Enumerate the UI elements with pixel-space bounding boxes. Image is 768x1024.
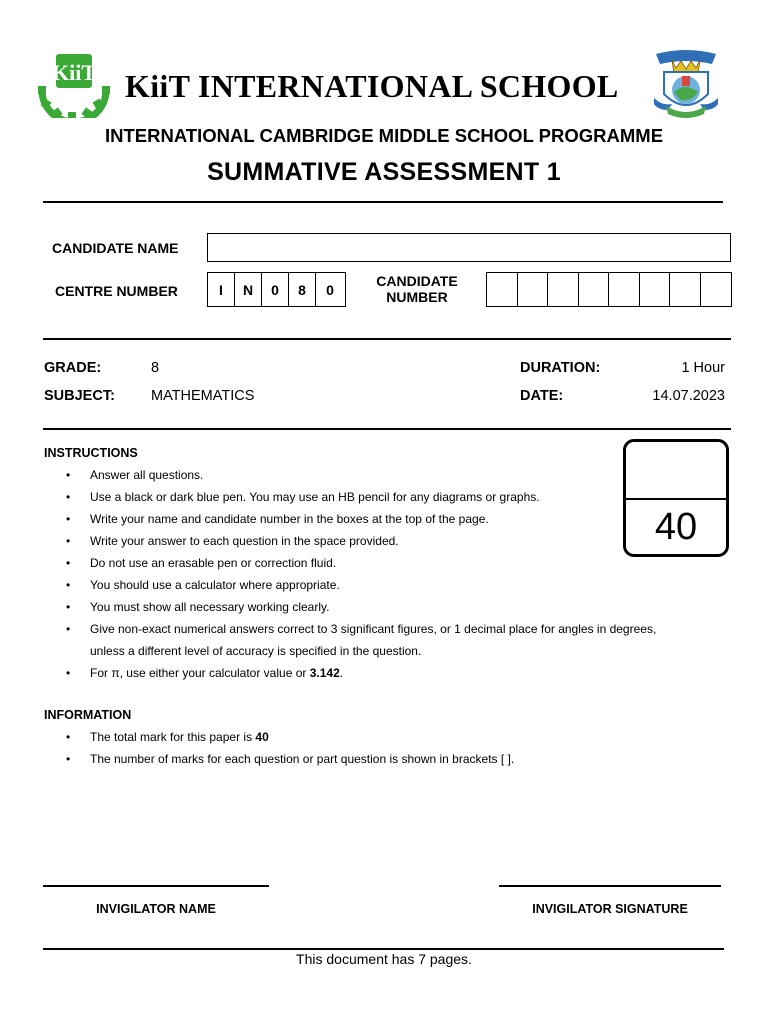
info-divider: [43, 428, 731, 430]
invigilator-signature-line[interactable]: [499, 885, 721, 887]
candidate-number-cell[interactable]: [670, 273, 701, 306]
centre-number-grid: [207, 272, 346, 307]
centre-number-cell: 0: [262, 273, 289, 306]
candidate-number-grid[interactable]: [486, 272, 732, 307]
grade-value: 8: [151, 360, 160, 376]
logo-text: KiiT: [51, 60, 97, 85]
score-divider: [626, 498, 726, 500]
list-item: • The number of marks for each question or part question is shown in brackets [ ].: [66, 752, 515, 766]
list-item: • You must show all necessary working clearly.: [66, 600, 330, 614]
candidate-number-label-line1: CANDIDATE: [376, 273, 458, 289]
centre-number-label: CENTRE NUMBER: [55, 283, 178, 299]
centre-number-cell: N: [235, 273, 262, 306]
duration-label: DURATION:: [520, 360, 601, 376]
date-label: DATE:: [520, 388, 564, 404]
score-box: [623, 439, 729, 557]
list-item: • Do not use an erasable pen or correction fluid.: [66, 556, 337, 570]
invigilator-signature-label: INVIGILATOR SIGNATURE: [532, 902, 688, 916]
candidate-divider: [43, 338, 731, 340]
score-total: 40: [654, 506, 698, 548]
page-count-note: This document has 7 pages.: [296, 951, 472, 967]
invigilator-name-label: INVIGILATOR NAME: [96, 902, 216, 916]
candidate-number-cell[interactable]: [518, 273, 549, 306]
school-crest-icon: [652, 48, 720, 118]
subject-value: MATHEMATICS: [151, 388, 255, 404]
candidate-number-label: [350, 273, 484, 305]
invigilator-name-line[interactable]: [43, 885, 269, 887]
information-heading: INFORMATION: [44, 708, 132, 722]
programme-title: INTERNATIONAL CAMBRIDGE MIDDLE SCHOOL PROGRAMME: [104, 125, 664, 146]
candidate-number-cell[interactable]: [579, 273, 610, 306]
header-divider: [43, 201, 723, 203]
duration-value: 1 Hour: [681, 360, 725, 376]
centre-number-cell: 0: [326, 281, 334, 298]
candidate-number-cell[interactable]: [548, 273, 579, 306]
information-list: [44, 726, 734, 770]
list-item: • For π, use either your calculator value or 3.142.: [66, 666, 344, 680]
subject-label: SUBJECT:: [44, 388, 115, 404]
list-item: • Write your name and candidate number in the boxes at the top of the page.: [66, 512, 489, 526]
school-name: KiiT INTERNATIONAL SCHOOL: [125, 68, 619, 104]
list-item: • Write your answer to each question in the space provided.: [66, 534, 399, 548]
list-item: • Give non-exact numerical answers correct to 3 significant figures, or 1 decimal place for angles in degrees, unless a different level of accuracy is specified in the question.: [66, 622, 657, 658]
candidate-number-cell[interactable]: [609, 273, 640, 306]
candidate-name-field[interactable]: [207, 233, 731, 262]
list-item: • Use a black or dark blue pen. You may use an HB pencil for any diagrams or graphs.: [66, 490, 540, 504]
candidate-number-cell[interactable]: [487, 273, 518, 306]
candidate-number-cell[interactable]: [701, 273, 732, 306]
centre-number-cell: I: [208, 273, 235, 306]
list-item: • The total mark for this paper is 40: [66, 730, 269, 744]
kiit-gear-logo-icon: [34, 50, 120, 118]
candidate-name-label: CANDIDATE NAME: [52, 240, 179, 256]
candidate-number-label-line2: NUMBER: [386, 289, 448, 305]
assessment-title: SUMMATIVE ASSESSMENT 1: [207, 158, 561, 186]
date-value: 14.07.2023: [652, 388, 725, 404]
footer-divider: [43, 948, 724, 950]
centre-number-cell: 8: [289, 273, 316, 306]
instructions-heading: INSTRUCTIONS: [44, 446, 138, 460]
list-item: • Answer all questions.: [66, 468, 204, 482]
grade-label: GRADE:: [44, 360, 102, 376]
list-item: • You should use a calculator where appropriate.: [66, 578, 340, 592]
candidate-number-cell[interactable]: [640, 273, 671, 306]
